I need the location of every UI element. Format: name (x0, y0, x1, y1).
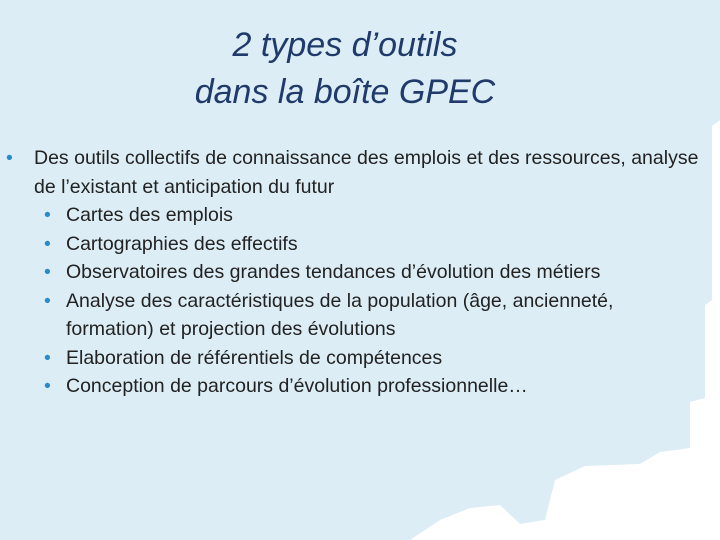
title-line-2: dans la boîte GPEC (194, 73, 496, 111)
sub-bullet (0, 230, 700, 259)
sub-bullet-text: Cartes des emplois (66, 204, 233, 226)
bullet-icon: • (44, 375, 51, 397)
bullet-icon: • (44, 261, 51, 283)
sub-bullet (0, 201, 700, 230)
sub-bullet (0, 287, 700, 344)
bullet-icon: • (44, 289, 51, 312)
main-bullet-text: Des outils collectifs de connaissance des emplois et des ressources, analyse de l’existant et anticipation du futur (34, 147, 699, 198)
sub-bullet-text: Elaboration de référentiels de compétences (66, 346, 443, 369)
sub-bullet-text: Conception de parcours d’évolution professionnelle… (66, 375, 528, 397)
sub-bullet-text: Observatoires des grandes tendances d’évolution des métiers (66, 261, 601, 283)
bullet-icon: • (44, 204, 51, 226)
sub-bullet-text: Cartographies des effectifs (66, 232, 298, 255)
sub-bullet (0, 344, 700, 373)
bullet-list (0, 144, 700, 401)
bullet-icon: • (44, 232, 51, 255)
slide-title (150, 22, 540, 116)
bullet-icon: • (44, 346, 51, 369)
sub-bullet (0, 372, 700, 401)
title-line-1: 2 types d’outils (232, 26, 458, 64)
sub-bullet-text: Analyse des caractéristiques de la population (âge, ancienneté, formation) et projection des évolutions (66, 289, 614, 340)
sub-bullet (0, 258, 700, 287)
main-bullet (0, 144, 700, 201)
bullet-icon: • (6, 147, 13, 169)
